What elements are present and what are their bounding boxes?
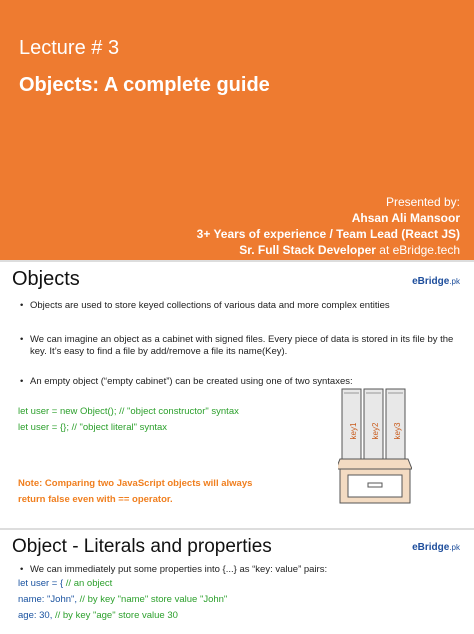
bullet-text: Objects are used to store keyed collections of various data and more complex entities [30,300,390,311]
bullet-item [20,564,458,576]
code-line [18,578,112,589]
presented-by-label: Presented by: [385,195,460,209]
code-line: let user = new Object(); // "object constructor" syntax [18,406,239,417]
bullet-text: We can imagine an object as a cabinet with signed files. Every piece of data is stored in its file by the key. It’s easy to find a file by add/remove a file its name(Key). [30,334,454,357]
brand-name: eBridge [412,542,450,553]
bullet-text: An empty object (“empty cabinet”) can be created using one of two syntaxes: [30,376,353,387]
bullet-icon: • [20,376,24,387]
code-comment: // by key "name" store value "John" [77,594,228,605]
code-comment: // an object [63,578,113,589]
file-label: key1 [349,422,358,440]
role-company: at eBridge.tech [375,243,460,257]
title-slide [0,0,474,260]
presenter-experience: 3+ Years of experience / Team Lead (React JS) [196,227,460,241]
presenter-name: Ahsan Ali Mansoor [351,211,460,225]
lecture-number: Lecture # 3 [19,37,120,59]
cabinet-icon [338,387,412,507]
code-comment: // by key "age" store value 30 [52,610,178,621]
presenter-role [239,243,460,257]
lecture-title: Objects: A complete guide [19,74,270,96]
code-text: age: 30, [18,610,53,621]
note-text: return false even with == operator. [18,494,173,505]
slide-heading: Object - Literals and properties [12,536,272,557]
code-text: name: "John", [18,594,78,605]
bullet-icon: • [20,564,24,575]
literals-slide [0,528,474,634]
brand-logo [412,276,460,287]
objects-slide [0,260,474,528]
brand-name: eBridge [412,276,450,287]
code-line [18,610,178,621]
code-line [18,594,227,605]
code-text: let user = { [18,578,64,589]
bullet-icon: • [20,300,24,311]
file-label: key2 [371,422,380,440]
bullet-text: We can immediately put some properties into {...} as “key: value” pairs: [30,564,328,575]
slide-heading: Objects [12,268,80,290]
role-title: Sr. Full Stack Developer [239,243,376,257]
brand-logo [412,542,460,553]
bullet-item [20,334,458,358]
brand-suffix: .pk [449,277,460,286]
file-label: key3 [393,422,402,440]
bullet-item [20,300,458,312]
bullet-icon: • [20,334,24,345]
note-text: Note: Comparing two JavaScript objects will always [18,478,253,489]
code-line: let user = {}; // "object literal" syntax [18,422,168,433]
brand-suffix: .pk [449,543,460,552]
cabinet-drawer [338,459,412,503]
